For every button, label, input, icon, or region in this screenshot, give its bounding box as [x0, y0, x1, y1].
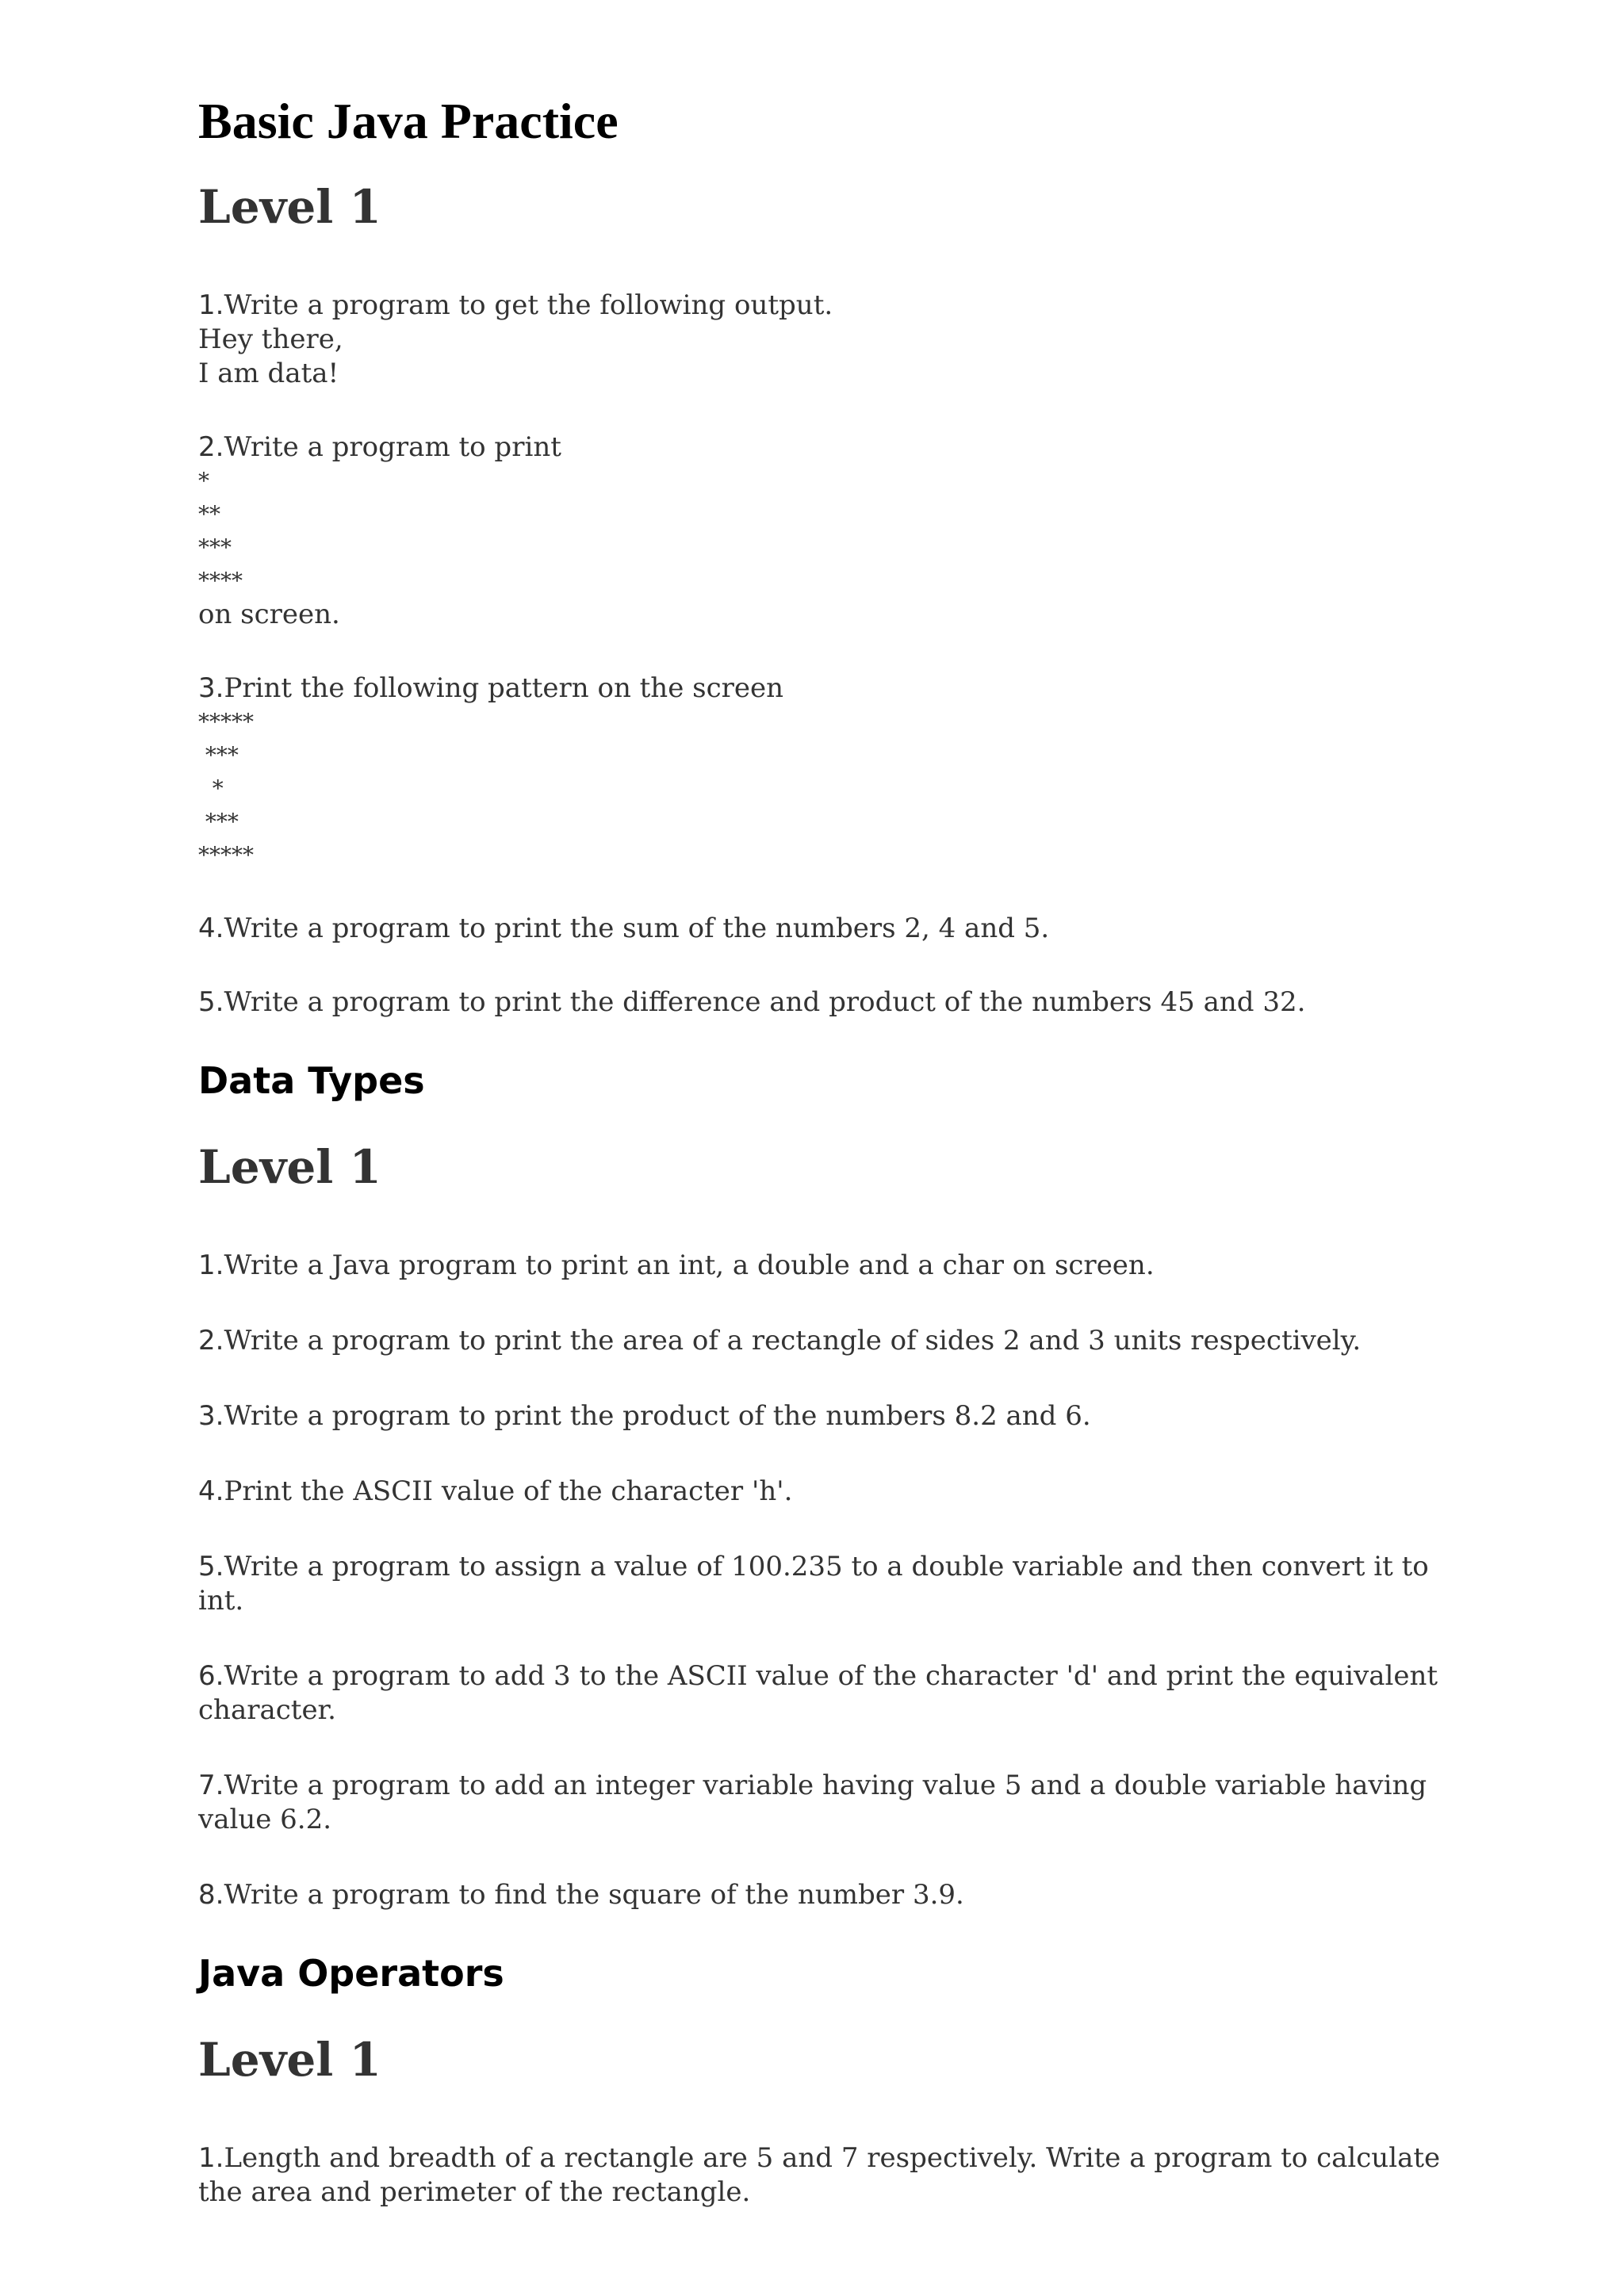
level-heading: Level 1 — [198, 180, 381, 235]
question-text: Write a program to assign a value of 100.235 to a double variable and then convert it to int. — [198, 1551, 1438, 1617]
page-title: Basic Java Practice — [198, 93, 619, 149]
question-2 — [198, 430, 1467, 632]
question-1 — [198, 289, 1467, 391]
question-number: 1. — [198, 1249, 224, 1282]
question-4 — [198, 912, 1467, 946]
question-item — [198, 1769, 1467, 1837]
pattern-line: * — [198, 468, 209, 495]
data-types-questions — [198, 1249, 1467, 1912]
question-text: Write a program to add an integer variable having value 5 and a double variable having value 6.2. — [198, 1770, 1435, 1836]
question-item — [198, 2141, 1467, 2210]
pattern-line: *** — [198, 742, 239, 769]
level-heading: Level 1 — [198, 1140, 381, 1195]
question-text: Write a Java program to print an int, a double and a char on screen. — [224, 1249, 1155, 1282]
question-item — [198, 1659, 1467, 1728]
question-number: 4. — [198, 913, 224, 945]
pattern-line: *** — [198, 534, 232, 561]
question-number: 2. — [198, 431, 224, 464]
question-item — [198, 1475, 1467, 1509]
question-after-text: on screen. — [198, 599, 340, 631]
question-number: 7. — [198, 1770, 224, 1802]
question-number: 1. — [198, 2142, 224, 2175]
question-item — [198, 1399, 1467, 1433]
pattern-line: ***** — [198, 842, 254, 869]
question-item — [198, 1878, 1467, 1912]
question-5 — [198, 985, 1467, 1020]
question-item — [198, 1249, 1467, 1283]
question-text: Write a program to print the product of the numbers 8.2 and 6. — [224, 1400, 1091, 1433]
question-text: Write a program to add 3 to the ASCII value of the character 'd' and print the equivalent character. — [198, 1660, 1446, 1727]
question-text: Write a program to print — [224, 431, 561, 464]
question-text: Write a program to find the square of the number 3.9. — [224, 1879, 964, 1911]
question-text: Write a program to print the difference and product of the numbers 45 and 32. — [224, 986, 1306, 1019]
question-3 — [198, 672, 1467, 872]
output-line: Hey there, — [198, 323, 343, 356]
question-number: 5. — [198, 1551, 224, 1583]
question-number: 8. — [198, 1879, 224, 1911]
pattern-line: *** — [198, 809, 239, 836]
question-text: Length and breadth of a rectangle are 5 and 7 respectively. Write a program to calculate the area and perimeter of the rectangle. — [198, 2142, 1449, 2209]
section-heading-data-types: Data Types — [198, 1059, 425, 1103]
question-number: 3. — [198, 672, 224, 705]
question-number: 2. — [198, 1325, 224, 1357]
question-item — [198, 1550, 1467, 1618]
question-text: Write a program to print the area of a rectangle of sides 2 and 3 units respectively. — [224, 1325, 1362, 1357]
question-text: Write a program to get the following output. — [224, 289, 833, 322]
question-item — [198, 1324, 1467, 1358]
question-number: 5. — [198, 986, 224, 1019]
question-text: Print the following pattern on the screen — [224, 672, 784, 705]
section-heading-java-operators: Java Operators — [198, 1952, 504, 1996]
question-number: 3. — [198, 1400, 224, 1433]
question-number: 4. — [198, 1475, 224, 1508]
pattern-line: * — [198, 775, 224, 802]
pattern-line: **** — [198, 568, 243, 595]
level-heading: Level 1 — [198, 2033, 381, 2087]
question-number: 6. — [198, 1660, 224, 1693]
pattern-line: ** — [198, 501, 220, 528]
question-text: Write a program to print the sum of the numbers 2, 4 and 5. — [224, 913, 1050, 945]
pattern-line: ***** — [198, 709, 254, 736]
output-line: I am data! — [198, 358, 339, 390]
question-text: Print the ASCII value of the character 'h'. — [224, 1475, 793, 1508]
question-number: 1. — [198, 289, 224, 322]
document-page — [198, 94, 1467, 2210]
